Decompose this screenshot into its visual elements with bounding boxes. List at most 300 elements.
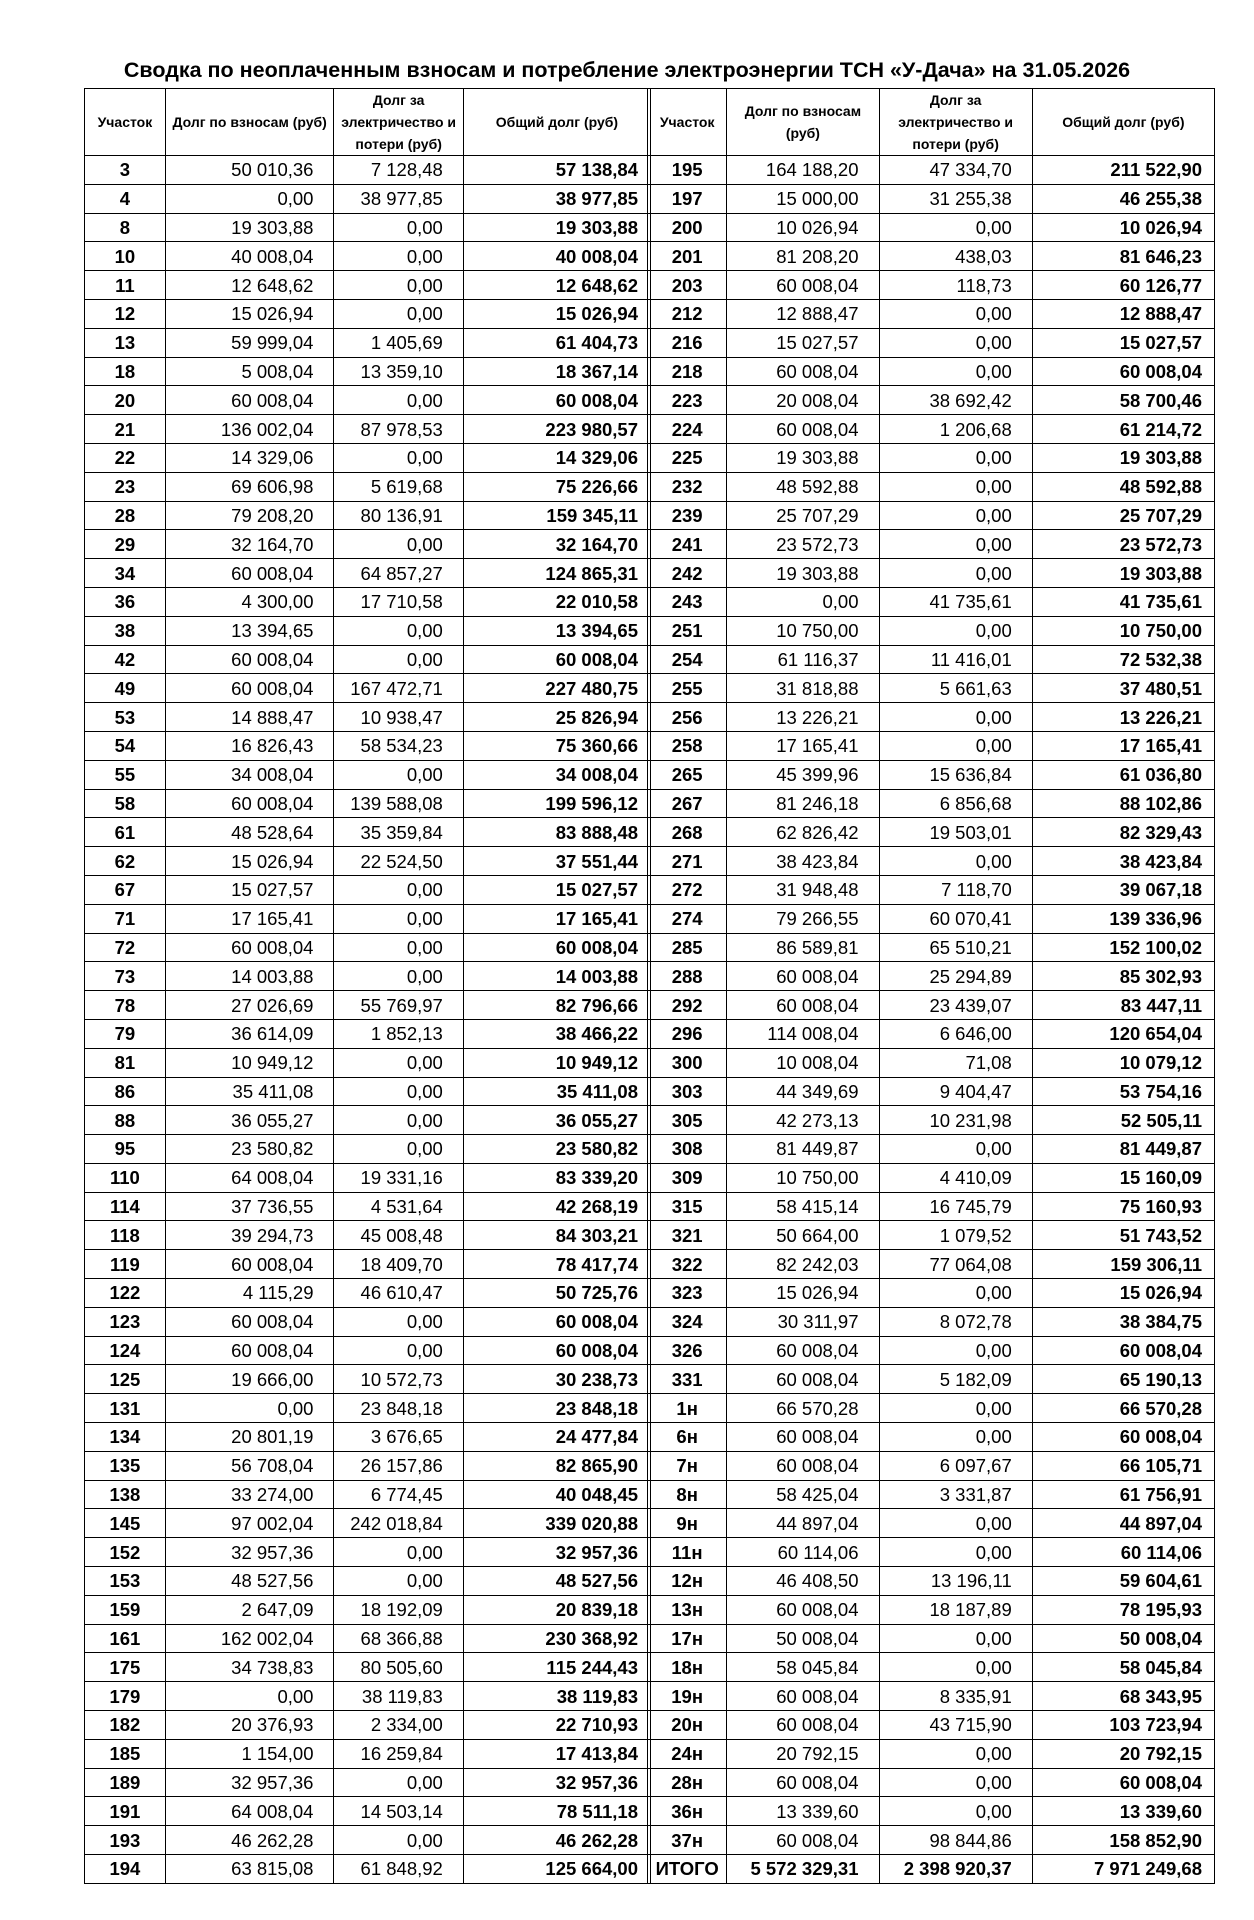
total-debt: 12 888,47 [1032, 299, 1214, 328]
electricity-debt: 14 503,14 [334, 1797, 463, 1826]
table-row [648, 1711, 1215, 1740]
total-debt: 22 010,58 [463, 587, 650, 616]
plot-number: 38 [85, 616, 166, 645]
electricity-debt: 0,00 [334, 386, 463, 415]
table-row [648, 645, 1215, 674]
plot-number: 9н [648, 1509, 727, 1538]
table-row [85, 1365, 651, 1394]
electricity-debt: 0,00 [334, 616, 463, 645]
table-row [85, 1509, 651, 1538]
total-debt: 82 796,66 [463, 991, 650, 1020]
electricity-debt: 438,03 [879, 242, 1032, 271]
total-debt: 58 700,46 [1032, 386, 1214, 415]
table-row [85, 357, 651, 386]
table-row [85, 789, 651, 818]
table-row [85, 847, 651, 876]
electricity-debt: 0,00 [879, 472, 1032, 501]
total-debt: 10 949,12 [463, 1048, 650, 1077]
plot-number: 303 [648, 1077, 727, 1106]
table-body-left [85, 156, 651, 1884]
total-debt: 60 008,04 [463, 1336, 650, 1365]
total-debt: 40 008,04 [463, 242, 650, 271]
fees-debt: 15 026,94 [165, 847, 334, 876]
fees-debt: 82 242,03 [727, 1250, 879, 1279]
table-row [648, 962, 1215, 991]
fees-debt: 4 300,00 [165, 587, 334, 616]
table-row [648, 472, 1215, 501]
total-debt: 35 411,08 [463, 1077, 650, 1106]
fees-debt: 15 000,00 [727, 184, 879, 213]
fees-debt: 12 888,47 [727, 299, 879, 328]
electricity-debt: 26 157,86 [334, 1451, 463, 1480]
fees-debt: 69 606,98 [165, 472, 334, 501]
plot-number: 288 [648, 962, 727, 991]
fees-debt: 50 010,36 [165, 156, 334, 185]
plot-number: 13н [648, 1595, 727, 1624]
table-row [85, 213, 651, 242]
electricity-debt: 0,00 [334, 271, 463, 300]
electricity-debt: 61 848,92 [334, 1855, 463, 1884]
total-debt: 15 026,94 [1032, 1279, 1214, 1308]
fees-debt: 15 026,94 [727, 1279, 879, 1308]
electricity-debt: 45 008,48 [334, 1221, 463, 1250]
table-row [648, 1797, 1215, 1826]
fees-debt: 15 027,57 [165, 875, 334, 904]
table-row [85, 1135, 651, 1164]
header-plot: Участок [648, 89, 727, 156]
plot-number: 22 [85, 443, 166, 472]
electricity-debt: 23 439,07 [879, 991, 1032, 1020]
electricity-debt: 71,08 [879, 1048, 1032, 1077]
table-row [85, 1855, 651, 1884]
total-debt: 61 404,73 [463, 328, 650, 357]
total-debt: 25 826,94 [463, 703, 650, 732]
plot-number: 224 [648, 415, 727, 444]
total-debt: 15 160,09 [1032, 1163, 1214, 1192]
electricity-debt: 3 676,65 [334, 1423, 463, 1452]
electricity-debt: 0,00 [334, 1106, 463, 1135]
table-row [648, 1048, 1215, 1077]
plot-number: 86 [85, 1077, 166, 1106]
table-row [648, 1135, 1215, 1164]
table-row [648, 1739, 1215, 1768]
table-row [648, 731, 1215, 760]
total-debt: 13 226,21 [1032, 703, 1214, 732]
electricity-debt: 80 136,91 [334, 501, 463, 530]
table-row [648, 1106, 1215, 1135]
electricity-debt: 0,00 [879, 530, 1032, 559]
table-row [648, 1595, 1215, 1624]
total-debt: 38 384,75 [1032, 1307, 1214, 1336]
header-row [85, 89, 651, 156]
plot-number: 305 [648, 1106, 727, 1135]
table-row [85, 645, 651, 674]
plot-number: 54 [85, 731, 166, 760]
table-row [648, 674, 1215, 703]
plot-number: 274 [648, 904, 727, 933]
plot-number: 37н [648, 1826, 727, 1855]
table-row [648, 184, 1215, 213]
fees-debt: 162 002,04 [165, 1624, 334, 1653]
plot-number: 322 [648, 1250, 727, 1279]
fees-debt: 15 027,57 [727, 328, 879, 357]
electricity-debt: 9 404,47 [879, 1077, 1032, 1106]
total-debt: 60 008,04 [463, 386, 650, 415]
plot-number: 200 [648, 213, 727, 242]
fees-debt: 37 736,55 [165, 1192, 334, 1221]
plot-number: 191 [85, 1797, 166, 1826]
plot-number: 272 [648, 875, 727, 904]
table-row [85, 933, 651, 962]
total-debt: 78 417,74 [463, 1250, 650, 1279]
table-row [648, 242, 1215, 271]
electricity-debt: 38 119,83 [334, 1682, 463, 1711]
fees-debt: 20 008,04 [727, 386, 879, 415]
plot-number: 49 [85, 674, 166, 703]
fees-debt: 60 008,04 [727, 1826, 879, 1855]
total-debt: 12 648,62 [463, 271, 650, 300]
electricity-debt: 43 715,90 [879, 1711, 1032, 1740]
electricity-debt: 77 064,08 [879, 1250, 1032, 1279]
table-row [85, 415, 651, 444]
electricity-debt: 13 359,10 [334, 357, 463, 386]
electricity-debt: 0,00 [879, 1739, 1032, 1768]
plot-number: 72 [85, 933, 166, 962]
fees-debt: 60 008,04 [727, 1595, 879, 1624]
plot-number: 175 [85, 1653, 166, 1682]
table-body-right [648, 156, 1215, 1855]
plot-number: 195 [648, 156, 727, 185]
table-row [648, 1509, 1215, 1538]
total-debt: 66 105,71 [1032, 1451, 1214, 1480]
electricity-debt: 0,00 [879, 501, 1032, 530]
total-debt: 44 897,04 [1032, 1509, 1214, 1538]
fees-debt: 60 008,04 [727, 1682, 879, 1711]
header-row [648, 89, 1215, 156]
electricity-debt: 3 331,87 [879, 1480, 1032, 1509]
plot-number: 179 [85, 1682, 166, 1711]
fees-debt: 60 008,04 [727, 962, 879, 991]
total-debt: 48 592,88 [1032, 472, 1214, 501]
plot-number: 258 [648, 731, 727, 760]
plot-number: 7н [648, 1451, 727, 1480]
total-debt: 199 596,12 [463, 789, 650, 818]
total-debt: 230 368,92 [463, 1624, 650, 1653]
total-debt: 14 329,06 [463, 443, 650, 472]
table-row [648, 299, 1215, 328]
electricity-debt: 0,00 [334, 962, 463, 991]
electricity-debt: 25 294,89 [879, 962, 1032, 991]
electricity-debt: 0,00 [879, 1279, 1032, 1308]
total-debt: 38 466,22 [463, 1019, 650, 1048]
table-row [648, 847, 1215, 876]
plot-number: 201 [648, 242, 727, 271]
plot-number: 296 [648, 1019, 727, 1048]
fees-debt: 60 008,04 [165, 1336, 334, 1365]
electricity-debt: 5 661,63 [879, 674, 1032, 703]
total-debt: 22 710,93 [463, 1711, 650, 1740]
fees-debt: 81 449,87 [727, 1135, 879, 1164]
electricity-debt: 19 503,01 [879, 818, 1032, 847]
electricity-debt: 11 416,01 [879, 645, 1032, 674]
electricity-debt: 18 187,89 [879, 1595, 1032, 1624]
total-debt: 159 306,11 [1032, 1250, 1214, 1279]
plot-number: 239 [648, 501, 727, 530]
table-row [85, 1451, 651, 1480]
table-row [648, 875, 1215, 904]
fees-debt: 1 154,00 [165, 1739, 334, 1768]
plot-number: 326 [648, 1336, 727, 1365]
table-row [648, 443, 1215, 472]
total-debt: 60 008,04 [1032, 1423, 1214, 1452]
fees-debt: 164 188,20 [727, 156, 879, 185]
electricity-debt: 0,00 [879, 357, 1032, 386]
electricity-debt: 38 692,42 [879, 386, 1032, 415]
electricity-debt: 2 334,00 [334, 1711, 463, 1740]
electricity-debt: 7 128,48 [334, 156, 463, 185]
total-debt: 57 138,84 [463, 156, 650, 185]
fees-debt: 60 008,04 [727, 1423, 879, 1452]
electricity-debt: 80 505,60 [334, 1653, 463, 1682]
fees-debt: 48 592,88 [727, 472, 879, 501]
plot-number: 58 [85, 789, 166, 818]
fees-debt: 60 008,04 [727, 1711, 879, 1740]
table-row [85, 1739, 651, 1768]
total-debt: 23 848,18 [463, 1394, 650, 1423]
fees-debt: 14 329,06 [165, 443, 334, 472]
total-debt: 61 756,91 [1032, 1480, 1214, 1509]
plot-number: 1н [648, 1394, 727, 1423]
electricity-debt: 0,00 [879, 1336, 1032, 1365]
total-debt: 20 792,15 [1032, 1739, 1214, 1768]
plot-number: 28 [85, 501, 166, 530]
table-row [648, 933, 1215, 962]
fees-debt: 114 008,04 [727, 1019, 879, 1048]
electricity-debt: 60 070,41 [879, 904, 1032, 933]
plot-number: 216 [648, 328, 727, 357]
fees-debt: 27 026,69 [165, 991, 334, 1020]
fees-debt: 32 957,36 [165, 1538, 334, 1567]
plot-number: 309 [648, 1163, 727, 1192]
fees-debt: 64 008,04 [165, 1797, 334, 1826]
plot-number: 225 [648, 443, 727, 472]
total-debt: 68 343,95 [1032, 1682, 1214, 1711]
electricity-debt: 0,00 [334, 1826, 463, 1855]
plot-number: 161 [85, 1624, 166, 1653]
fees-debt: 60 008,04 [165, 645, 334, 674]
electricity-debt: 8 072,78 [879, 1307, 1032, 1336]
table-row [85, 559, 651, 588]
fees-debt: 34 738,83 [165, 1653, 334, 1682]
plot-number: 285 [648, 933, 727, 962]
totals-row [648, 1855, 1215, 1884]
fees-debt: 15 026,94 [165, 299, 334, 328]
table-row [85, 1019, 651, 1048]
total-debt: 120 654,04 [1032, 1019, 1214, 1048]
total-debt: 159 345,11 [463, 501, 650, 530]
total-debt: 60 114,06 [1032, 1538, 1214, 1567]
plot-number: 123 [85, 1307, 166, 1336]
fees-debt: 79 266,55 [727, 904, 879, 933]
plot-number: 194 [85, 1855, 166, 1884]
table-row [85, 818, 651, 847]
plot-number: 28н [648, 1768, 727, 1797]
plot-number: 42 [85, 645, 166, 674]
table-row [648, 904, 1215, 933]
total-debt: 19 303,88 [1032, 559, 1214, 588]
plot-number: 78 [85, 991, 166, 1020]
fees-debt: 60 008,04 [165, 1250, 334, 1279]
fees-debt: 60 008,04 [727, 1336, 879, 1365]
plot-number: 62 [85, 847, 166, 876]
electricity-debt: 0,00 [879, 1135, 1032, 1164]
fees-debt: 17 165,41 [165, 904, 334, 933]
electricity-debt: 0,00 [334, 904, 463, 933]
table-row [85, 1595, 651, 1624]
electricity-debt: 0,00 [879, 1538, 1032, 1567]
fees-debt: 56 708,04 [165, 1451, 334, 1480]
total-debt: 85 302,93 [1032, 962, 1214, 991]
fees-debt: 30 311,97 [727, 1307, 879, 1336]
total-debt: 15 027,57 [463, 875, 650, 904]
plot-number: 11н [648, 1538, 727, 1567]
electricity-debt: 0,00 [879, 1394, 1032, 1423]
plot-number: 10 [85, 242, 166, 271]
electricity-debt: 55 769,97 [334, 991, 463, 1020]
header-electricity-debt: Долг за электричество и потери (руб) [334, 89, 463, 156]
fees-debt: 17 165,41 [727, 731, 879, 760]
table-row [648, 1192, 1215, 1221]
plot-number: 265 [648, 760, 727, 789]
electricity-debt: 7 118,70 [879, 875, 1032, 904]
plot-number: 18н [648, 1653, 727, 1682]
table-row [85, 1538, 651, 1567]
electricity-debt: 0,00 [334, 1307, 463, 1336]
table-row [648, 1451, 1215, 1480]
electricity-debt: 0,00 [879, 1797, 1032, 1826]
electricity-debt: 1 852,13 [334, 1019, 463, 1048]
plot-number: 193 [85, 1826, 166, 1855]
table-row [648, 1163, 1215, 1192]
table-row [648, 760, 1215, 789]
table-row [648, 1480, 1215, 1509]
plot-number: 95 [85, 1135, 166, 1164]
total-debt: 37 551,44 [463, 847, 650, 876]
electricity-debt: 87 978,53 [334, 415, 463, 444]
table-row [85, 1423, 651, 1452]
electricity-debt: 18 409,70 [334, 1250, 463, 1279]
electricity-debt: 38 977,85 [334, 184, 463, 213]
total-debt: 41 735,61 [1032, 587, 1214, 616]
table-row [85, 1336, 651, 1365]
plot-number: 324 [648, 1307, 727, 1336]
electricity-debt: 18 192,09 [334, 1595, 463, 1624]
table-row [85, 1279, 651, 1308]
table-row [85, 1797, 651, 1826]
plot-number: 67 [85, 875, 166, 904]
fees-debt: 61 116,37 [727, 645, 879, 674]
total-debt: 103 723,94 [1032, 1711, 1214, 1740]
fees-debt: 13 226,21 [727, 703, 879, 732]
table-row [85, 962, 651, 991]
total-debt: 14 003,88 [463, 962, 650, 991]
table-row [85, 674, 651, 703]
fees-debt: 60 008,04 [727, 271, 879, 300]
total-debt: 17 165,41 [1032, 731, 1214, 760]
plot-number: 223 [648, 386, 727, 415]
table-row [85, 904, 651, 933]
total-debt: 17 413,84 [463, 1739, 650, 1768]
table-row [85, 616, 651, 645]
table-row [85, 1394, 651, 1423]
electricity-debt: 4 410,09 [879, 1163, 1032, 1192]
total-debt: 53 754,16 [1032, 1077, 1214, 1106]
header-electricity-debt: Долг за электричество и потери (руб) [879, 89, 1032, 156]
table-row [648, 1653, 1215, 1682]
plot-number: 88 [85, 1106, 166, 1135]
total-debt: 211 522,90 [1032, 156, 1214, 185]
total-debt: 50 008,04 [1032, 1624, 1214, 1653]
fees-debt: 58 425,04 [727, 1480, 879, 1509]
electricity-debt: 16 259,84 [334, 1739, 463, 1768]
fees-debt: 60 008,04 [165, 789, 334, 818]
debt-table-right [647, 88, 1215, 1884]
electricity-debt: 98 844,86 [879, 1826, 1032, 1855]
total-debt: 20 839,18 [463, 1595, 650, 1624]
table-row [648, 1624, 1215, 1653]
plot-number: 114 [85, 1192, 166, 1221]
plot-number: 18 [85, 357, 166, 386]
electricity-debt: 0,00 [879, 847, 1032, 876]
fees-debt: 12 648,62 [165, 271, 334, 300]
total-debt: 223 980,57 [463, 415, 650, 444]
total-debt: 10 750,00 [1032, 616, 1214, 645]
table-row [648, 1279, 1215, 1308]
table-row [85, 1307, 651, 1336]
fees-debt: 23 580,82 [165, 1135, 334, 1164]
table-row [85, 991, 651, 1020]
total-debt: 75 226,66 [463, 472, 650, 501]
total-debt: 39 067,18 [1032, 875, 1214, 904]
total-debt: 81 646,23 [1032, 242, 1214, 271]
plot-number: 331 [648, 1365, 727, 1394]
table-row [648, 1768, 1215, 1797]
fees-debt: 60 008,04 [165, 674, 334, 703]
total-debt: 18 367,14 [463, 357, 650, 386]
electricity-debt: 58 534,23 [334, 731, 463, 760]
plot-number: 292 [648, 991, 727, 1020]
total-debt: 66 570,28 [1032, 1394, 1214, 1423]
electricity-debt: 6 774,45 [334, 1480, 463, 1509]
table-row [648, 616, 1215, 645]
table-row [648, 1538, 1215, 1567]
electricity-debt: 0,00 [879, 213, 1032, 242]
total-debt: 60 008,04 [463, 933, 650, 962]
total-debt: 32 164,70 [463, 530, 650, 559]
table-row [648, 415, 1215, 444]
total-debt: 82 865,90 [463, 1451, 650, 1480]
total-debt: 17 165,41 [463, 904, 650, 933]
plot-number: 159 [85, 1595, 166, 1624]
table-row [648, 328, 1215, 357]
plot-number: 255 [648, 674, 727, 703]
plot-number: 152 [85, 1538, 166, 1567]
electricity-debt: 64 857,27 [334, 559, 463, 588]
header-total-debt: Общий долг (руб) [1032, 89, 1214, 156]
total-debt: 40 048,45 [463, 1480, 650, 1509]
table-row [85, 156, 651, 185]
fees-debt: 2 647,09 [165, 1595, 334, 1624]
